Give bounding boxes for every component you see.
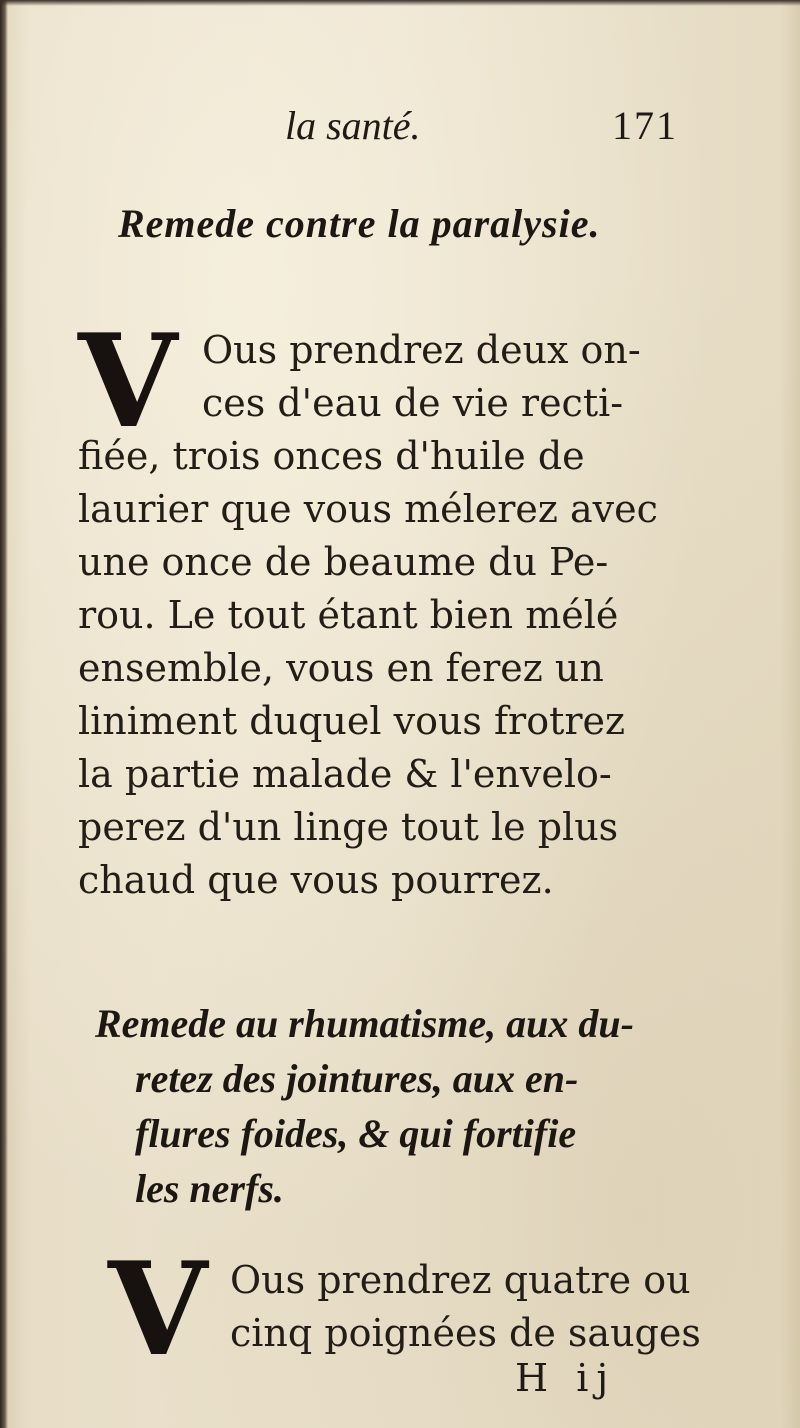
drop-cap: V (78, 307, 178, 457)
text-line: perez d'un linge tout le plus (78, 805, 619, 849)
text-line: Ous prendrez quatre ou (230, 1258, 691, 1302)
text-line: rou. Le tout étant bien mélé (78, 593, 619, 637)
title-line: Remede au rhumatisme, aux du- (95, 1001, 634, 1046)
drop-cap: V (108, 1235, 208, 1385)
page-header (0, 98, 800, 158)
text-line: chaud que vous pourrez. (78, 858, 554, 902)
title-line: Remede contre la paralysie. (118, 201, 601, 246)
running-head: la santé. (285, 103, 421, 148)
title-line: retez des jointures, aux en- (135, 1056, 579, 1101)
text-line: Ous prendrez deux on- (202, 328, 641, 372)
signature-mark: H ij (515, 1356, 617, 1400)
text-line: liniment duquel vous frotrez (78, 699, 626, 743)
text-line: la partie malade & l'envelo- (78, 752, 612, 796)
title-line: flures foides, & qui fortifie (135, 1111, 577, 1156)
text-line: cinq poignées de sauges (230, 1311, 701, 1355)
title-line: les nerfs. (135, 1166, 284, 1211)
section-title-rhumatisme (95, 996, 745, 1216)
binding-edge (0, 0, 8, 1428)
text-line: une once de beaume du Pe- (78, 540, 609, 584)
section-title-paralysie (118, 200, 600, 247)
text-line: fiée, trois onces d'huile de (78, 434, 585, 478)
paragraph-paralysie (78, 324, 728, 907)
text-line: laurier que vous mélerez avec (78, 487, 658, 531)
paragraph-rhumatisme (108, 1254, 748, 1360)
text-line: ces d'eau de vie recti- (202, 381, 624, 425)
text-line: ensemble, vous en ferez un (78, 646, 604, 690)
top-edge-shadow (0, 0, 800, 6)
page-number: 171 (612, 103, 678, 148)
